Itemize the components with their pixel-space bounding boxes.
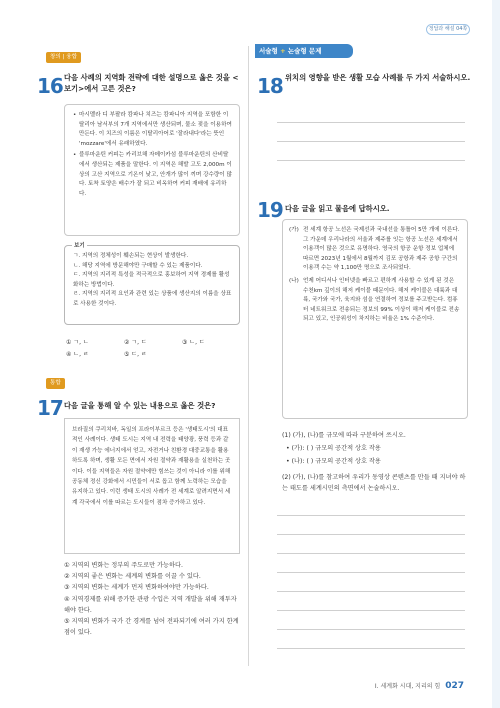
footer-section-title: Ⅰ. 세계화 시대, 지리의 힘 bbox=[374, 683, 441, 690]
essay-section-banner bbox=[255, 44, 353, 58]
q16-choice-4[interactable]: ④ ㄴ, ㄹ bbox=[66, 351, 89, 358]
q17-option-3[interactable]: ③ 지역의 변화는 세계가 먼저 변화하여야만 가능하다. bbox=[64, 584, 209, 592]
q18-prompt: 위치의 영향을 받은 생활 모습 사례를 두 가지 서술하시오. bbox=[285, 73, 471, 82]
q16-bogi-item-4: ㄹ. 지역의 지리적 요인과 관련 있는 상품에 생산지의 이름을 상표로 사용한 것이다. bbox=[73, 291, 232, 307]
q16-case-mozzarella: • 마시멜라 디 부팔라 캄파나 치즈는 캄파니아 지역을 포함한 이탈리아 남서부의 7개 지역에서만 생산되며, 물소 젖을 이용하여 만든다. 이 치즈의 이름은 이탈리아어로 '잘라내다'라는 뜻인 'mozzare'에서 유래하였다. bbox=[73, 111, 233, 149]
q19-passage-a-text: 전 세계 항공 노선은 국제선과 국내선을 통틀어 5만 개에 이른다. 그 가운데 우리나라의 서울과 제주를 잇는 항공 노선은 세계에서 이용객이 많은 것으로 유명하다. 영국의 항공 운항 정보 업체에 따르면 2023년 1월에서 8월까지 김포 공항과 제주 공항 구간의 이용객 수는 약 1,100만 명으로 조사되었다. bbox=[303, 227, 460, 272]
q16-choice-3[interactable]: ③ ㄴ, ㄷ bbox=[182, 339, 205, 346]
q19-answer-line-3[interactable] bbox=[277, 553, 465, 554]
q18-answer-line-3[interactable] bbox=[277, 160, 465, 161]
banner-part1: 서술형 bbox=[259, 47, 278, 55]
q16-case-bluemountain: • 블루마운틴 커피는 카리브해 자메이카섬 블루마운틴의 산비탈에서 생산되는 제품을 말한다. 이 지역은 해발 고도 2,000m 이상의 고산 지역으로 기온이 낮고, 안개가 많이 끼며 강수량이 많다. 토착 토양은 배수가 잘 되고 비옥하여 커피 재배에 유리하다. bbox=[73, 151, 233, 199]
banner-plus: + bbox=[280, 47, 286, 55]
q19-answer-line-6[interactable] bbox=[277, 610, 465, 611]
q18-number: 18 bbox=[257, 74, 283, 98]
q17-passage-box bbox=[64, 418, 240, 554]
q19-sub1-a[interactable]: • (가): ( ) 규모의 공간적 상호 작용 bbox=[286, 445, 381, 452]
q17-option-4[interactable]: ④ 지역경제를 위해 증가한 관광 수입은 지역 개발을 위해 재투자해야 한다. bbox=[64, 595, 237, 614]
page-edge-strip bbox=[492, 0, 500, 708]
q16-choice-1[interactable]: ① ㄱ, ㄴ bbox=[66, 339, 89, 346]
q16-prompt: 다음 사례의 지역화 전략에 대한 설명으로 옳은 것을 <보기>에서 고른 것은? bbox=[64, 73, 239, 93]
q16-bogi-item-3: ㄷ. 지역의 지리적 특성을 적극적으로 홍보하여 지역 경제를 활성화하는 방법이다. bbox=[73, 272, 230, 288]
q17-tag: 통합 bbox=[46, 378, 65, 389]
q19-answer-line-2[interactable] bbox=[277, 534, 465, 535]
q17-option-5[interactable]: ⑤ 지역의 변화가 국가 간 경계를 넘어 전파되기에 여러 가지 한계점이 있다. bbox=[64, 618, 239, 637]
q17-prompt: 다음 글을 통해 알 수 있는 내용으로 옳은 것은? bbox=[64, 401, 216, 410]
q18-answer-line-2[interactable] bbox=[277, 141, 465, 142]
q19-passage-a bbox=[289, 226, 461, 274]
q16-choice-2[interactable]: ② ㄱ, ㄷ bbox=[124, 339, 147, 346]
answer-reference-tab: 정답과 해설 04쪽 bbox=[426, 24, 470, 35]
q16-bogi-item-1: ㄱ. 지역의 정체성이 훼손되는 현상이 발생한다. bbox=[73, 253, 189, 259]
q19-passage-b-text: 언제 어디서나 인터넷을 빠르고 편하게 사용할 수 있게 된 것은 수천km 깊이의 해저 케이블 때문이다. 해저 케이블은 대륙과 대륙, 국가와 국가, 육지와 섬을 연결하여 정보를 주고받는다. 컴퓨터 네트워크로 전송되는 정보의 99% 이상이 해저 케이블로 전송되고 있고, 인공위성이 차지하는 비율은 1% 수준이다. bbox=[303, 277, 460, 323]
q16-choices bbox=[66, 337, 240, 361]
q16-bogi-label: 보기 bbox=[74, 243, 85, 249]
page-footer bbox=[375, 681, 464, 691]
q17-options bbox=[64, 560, 242, 638]
q19-passage-b-label: (나) bbox=[289, 277, 299, 284]
q16-choice-5[interactable]: ⑤ ㄷ, ㄹ bbox=[124, 351, 147, 358]
q19-answer-line-5[interactable] bbox=[277, 591, 465, 592]
q19-answer-line-8[interactable] bbox=[277, 648, 465, 649]
q16-bogi-box bbox=[64, 245, 240, 325]
q19-passage-box bbox=[282, 219, 468, 419]
q18-answer-line-1[interactable] bbox=[277, 122, 465, 123]
q17-option-2[interactable]: ② 지역의 좋은 변화는 세계의 변화를 이끌 수 있다. bbox=[64, 573, 201, 581]
q16-tag: 창의 | 융합 bbox=[46, 52, 81, 63]
q19-prompt: 다음 글을 읽고 물음에 답하시오. bbox=[285, 204, 390, 213]
column-divider bbox=[248, 46, 249, 666]
q19-answer-line-7[interactable] bbox=[277, 629, 465, 630]
q17-passage: 브라질의 쿠리치바, 독일의 프라이부르크 등은 '생태도시'의 대표적인 사례이다. 생태 도시는 지역 내 전력을 태양광, 풍력 등과 같이 재생 가능 에너지에서 얻고, 자전거나 친환경 대중교통을 활용하도록 하며, 생활 모든 면에서 자원 절약과 재활용을 실천하는 곳이다. 이들 지역들은 자원 절약에만 힘쓰는 것이 아니라 이를 위해 공동체 정신 강화에서 시민들이 서로 돕고 함께 노력하는 모습을 유지하고 있다. 이런 생태 도시의 사례가 전 세계로 알려지면서 세계 각국에서 이를 따르는 도시들이 점차 증가하고 있다. bbox=[72, 427, 231, 506]
banner-part2: 논술형 문제 bbox=[287, 47, 322, 55]
q19-answer-line-1[interactable] bbox=[277, 515, 465, 516]
q17-option-1[interactable]: ① 지역의 변화는 정부의 주도로만 가능하다. bbox=[64, 562, 183, 569]
q17-number: 17 bbox=[37, 396, 63, 420]
q19-sub1: (1) (가), (나)를 규모에 따라 구분하여 쓰시오. bbox=[282, 432, 406, 439]
q19-sub2: (2) (가), (나)를 참고하여 우리가 동영상 콘텐츠를 만들 때 지녀야 하는 태도를 세계시민의 측면에서 논술하시오. bbox=[282, 474, 466, 492]
q19-passage-b bbox=[289, 277, 461, 325]
q16-number: 16 bbox=[37, 74, 63, 98]
q16-bogi-item-2: ㄴ. 해당 지역에 방문해야만 구매할 수 있는 제품이다. bbox=[73, 262, 203, 269]
page-number: 027 bbox=[445, 681, 464, 691]
q19-sub1-b[interactable]: • (나): ( ) 규모의 공간적 상호 작용 bbox=[286, 458, 381, 465]
q19-passage-a-label: (가) bbox=[289, 227, 299, 233]
q19-answer-line-4[interactable] bbox=[277, 572, 465, 573]
q16-case-box bbox=[64, 104, 240, 236]
q19-number: 19 bbox=[257, 198, 283, 222]
